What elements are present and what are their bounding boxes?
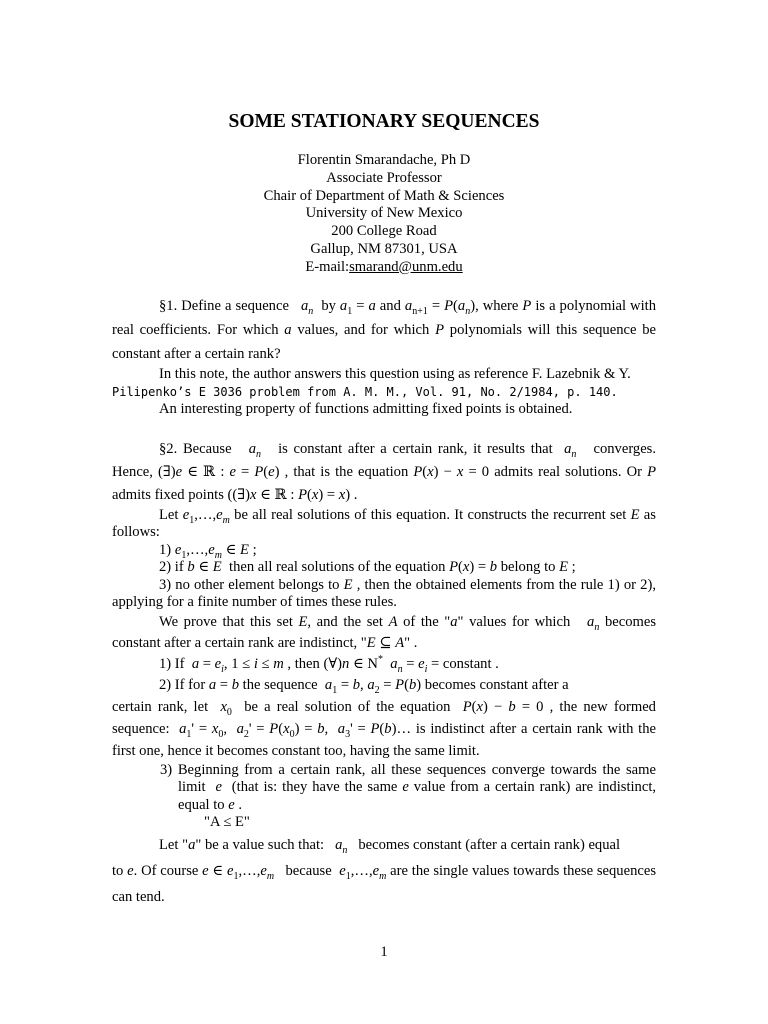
inequality-heading: "A ≤ E" [204, 814, 250, 830]
section-2-let: Let $e_1,\dots,e_m$ be all real solutions of this equation. It constructs the recurrent set E as follows: [112, 506, 656, 540]
author-name: Florentin Smarandache, Ph D [297, 152, 471, 168]
rule-2: 2) if b ∈ E then all real solutions of the equation P(x) = b belong to E ; [159, 559, 576, 575]
section-2-intro: §2. Because $a_n$ is constant after a certain rank, it results that $a_n$ converges. Hence, (∃)e ∈ ℝ : e = P(e) , that is the equation P(x) − x = 0 admits real solutions. Or P admits fixed points ((∃)x ∈ ℝ : P(x) = x) . [112, 440, 657, 503]
email-link[interactable]: smarand@unm.edu [349, 258, 463, 275]
section-2-of-course: to e. Of course e ∈ $e_1,\dots,e_m$ because $e_1,\dots,e_m$ are the single values towards these sequences can tend. [112, 862, 657, 905]
section-1-reference: Pilipenko’s E 3036 problem from A. M. M., Vol. 91, No. 2/1984, p. 140. [112, 384, 618, 399]
section-2-let-value: Let "a" be a value such that: $a_n$ becomes constant (after a certain rank) equal [159, 836, 621, 856]
author-email-line [0, 259, 768, 277]
item-1: 1) If $a = e_i$, 1 ≤ i ≤ m , then (∀)n ∈ N* $a_n = e_i$ = constant . [159, 653, 499, 675]
rule-3: 3) no other element belongs to E , then the obtained elements from the rule 1) or 2), applying for a finite number of times these rules. [112, 576, 656, 610]
body-text [112, 294, 656, 910]
author-position: Associate Professor [326, 169, 442, 186]
email-label: E-mail: [305, 258, 350, 275]
author-department: Chair of Department of Math & Sciences [263, 187, 505, 204]
section-2-prove: We prove that this set E, and the set A of the "a" values for which $a_n$ becomes constant after a certain rank are indistinct, "E ⊆ A" . [112, 613, 657, 651]
item-2: 2) If for a = b the sequence $a_1 = b$, $a_2 = P(b)$ becomes constant after a [159, 676, 569, 696]
paper-title: SOME STATIONARY SEQUENCES [228, 111, 540, 132]
author-university: University of New Mexico [305, 205, 463, 222]
page-number: 1 [380, 944, 388, 960]
author-street: 200 College Road [331, 223, 437, 240]
author-city: Gallup, NM 87301, USA [310, 240, 458, 257]
item-2-continued: certain rank, let $x_0$ be a real solution of the equation P(x) − b = 0 , the new formed sequence: $a_1' = x_0$, $a_2' = P(x_0) = b$, $a_3'$ = P(b)… is indistinct after a certain rank with the first one, hence it becomes constant too, having the same limit. [112, 698, 656, 759]
section-1-paragraph-1: §1. Define a sequence $a_n$ by $a_1 = a$ and $a_{n+1} = P(a_n)$, where P is a polynomial with real coefficients. For which a values, and for which P polynomials will this sequence be constant after a certain rank? [112, 298, 656, 362]
author-affiliation [0, 152, 768, 277]
item-3: 3) Beginning from a certain rank, all these sequences converge towards the same limit e (that is: they have the same e value from a certain rank) are indistinct, equal to e . [160, 761, 657, 813]
rule-1: 1) $e_1,\dots,e_m$ ∈ E ; [159, 541, 257, 561]
section-1-paragraph-2: In this note, the author answers this question using as reference F. Lazebnik & Y. [159, 366, 631, 382]
section-1-paragraph-3: An interesting property of functions admitting fixed points is obtained. [159, 401, 573, 417]
